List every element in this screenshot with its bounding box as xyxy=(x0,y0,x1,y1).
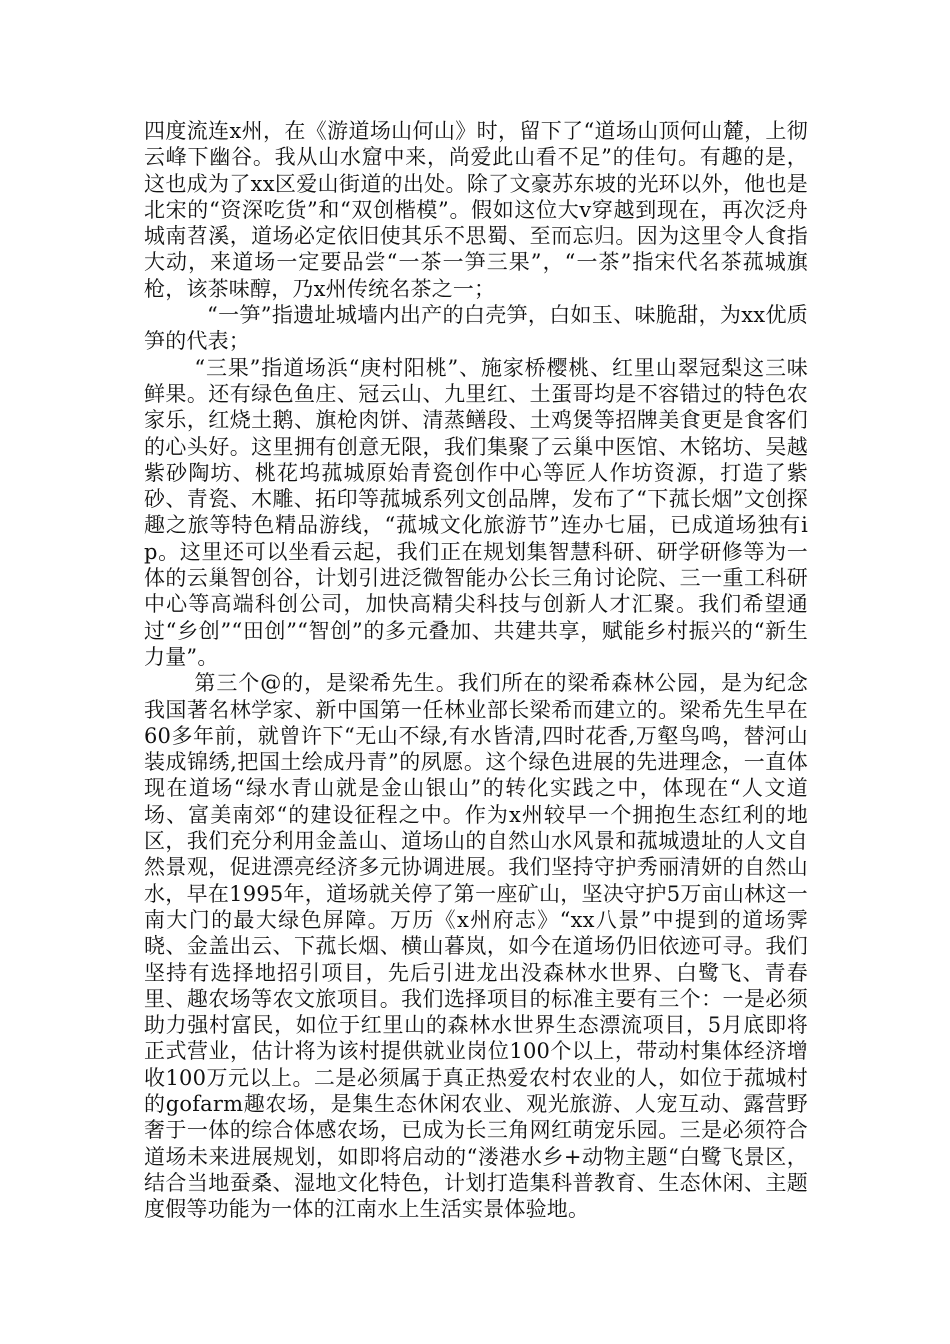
body-text xyxy=(144,118,808,1222)
paragraph-three-fruits: “三果”指道场浜“庚村阳桃”、施家桥樱桃、红里山翠冠梨这三味鲜果。还有绿色鱼庄、冠云山、九里红、土蛋哥均是不容错过的特色农家乐，红烧土鹅、旗枪肉饼、清蒸鳝段、土鸡煲等招牌美食更是食客们的心头好。这里拥有创意无限，我们集聚了云巢中医馆、木铭坊、吴越紫砂陶坊、桃花坞菰城原始青瓷创作中心等匠人作坊资源，打造了紫砂、青瓷、木雕、拓印等菰城系列文创品牌，发布了“下菰长烟”文创探趣之旅等特色精品游线，“菰城文化旅游节”连办七届，已成道场独有ip。这里还可以坐看云起，我们正在规划集智慧科研、研学研修等为一体的云巢智创谷，计划引进泛微智能办公长三角讨论院、三一重工科研中心等高端科创公司，加快高精尖科技与创新人才汇聚。我们希望通过“乡创”“田创”“智创”的多元叠加、共建共享，赋能乡村振兴的“新生力量”。 xyxy=(144,355,808,669)
paragraph-one-bamboo-shoot: “一笋”指遗址城墙内出产的白壳笋，白如玉、味脆甜，为xx优质笋的代表； xyxy=(144,303,808,354)
paragraph-liang-xi: 第三个@的，是梁希先生。我们所在的梁希森林公园，是为纪念我国著名林学家、新中国第一任林业部长梁希而建立的。梁希先生早在60多年前，就曾许下“无山不绿,有水皆清,四时花香,万壑鸟鸣，替河山装成锦绣,把国土绘成丹青”的夙愿。这个绿色进展的先进理念，一直体现在道场“绿水青山就是金山银山”的转化实践之中，体现在“人文道场、富美南郊“的建设征程之中。作为x州较早一个拥抱生态红利的地区，我们充分利用金盖山、道场山的自然山水风景和菰城遗址的人文自然景观，促进漂亮经济多元协调进展。我们坚持守护秀丽清妍的自然山水，早在1995年，道场就关停了第一座矿山，坚决守护5万亩山林这一南大门的最大绿色屏障。万历《x州府志》“xx八景”中提到的道场霁晓、金盖出云、下菰长烟、横山暮岚，如今在道场仍旧依迹可寻。我们坚持有选择地招引项目，先后引进龙出没森林水世界、白鹭飞、青春里、趣农场等农文旅项目。我们选择项目的标准主要有三个：一是必须助力强村富民，如位于红里山的森林水世界生态漂流项目，5月底即将正式营业，估计将为该村提供就业岗位100个以上，带动村集体经济增收100万元以上。二是必须属于真正热爱农村农业的人，如位于菰城村的gofarm趣农场，是集生态休闲农业、观光旅游、人宠互动、露营野奢于一体的综合体感农场，已成为长三角网红萌宠乐园。三是必须符合道场未来进展规划，如即将启动的“溇港水乡+动物主题“白鹭飞景区，结合当地蚕桑、湿地文化特色，计划打造集科普教育、生态休闲、主题度假等功能为一体的江南水上生活实景体验地。 xyxy=(144,671,808,1222)
paragraph-su-dongpo: 四度流连x州，在《游道场山何山》时，留下了“道场山顶何山麓，上彻云峰下幽谷。我从山水窟中来，尚爱此山看不足”的佳句。有趣的是，这也成为了xx区爱山街道的出处。除了文豪苏东坡的光环以外，他也是北宋的“资深吃货”和“双创楷模”。假如这位大v穿越到现在，再次泛舟城南苕溪，道场必定依旧使其乐不思蜀、至而忘归。因为这里令人食指大动，来道场一定要品尝“一茶一笋三果”，“一茶”指宋代名茶菰城旗枪，该茶味醇，乃x州传统名茶之一； xyxy=(144,119,808,301)
